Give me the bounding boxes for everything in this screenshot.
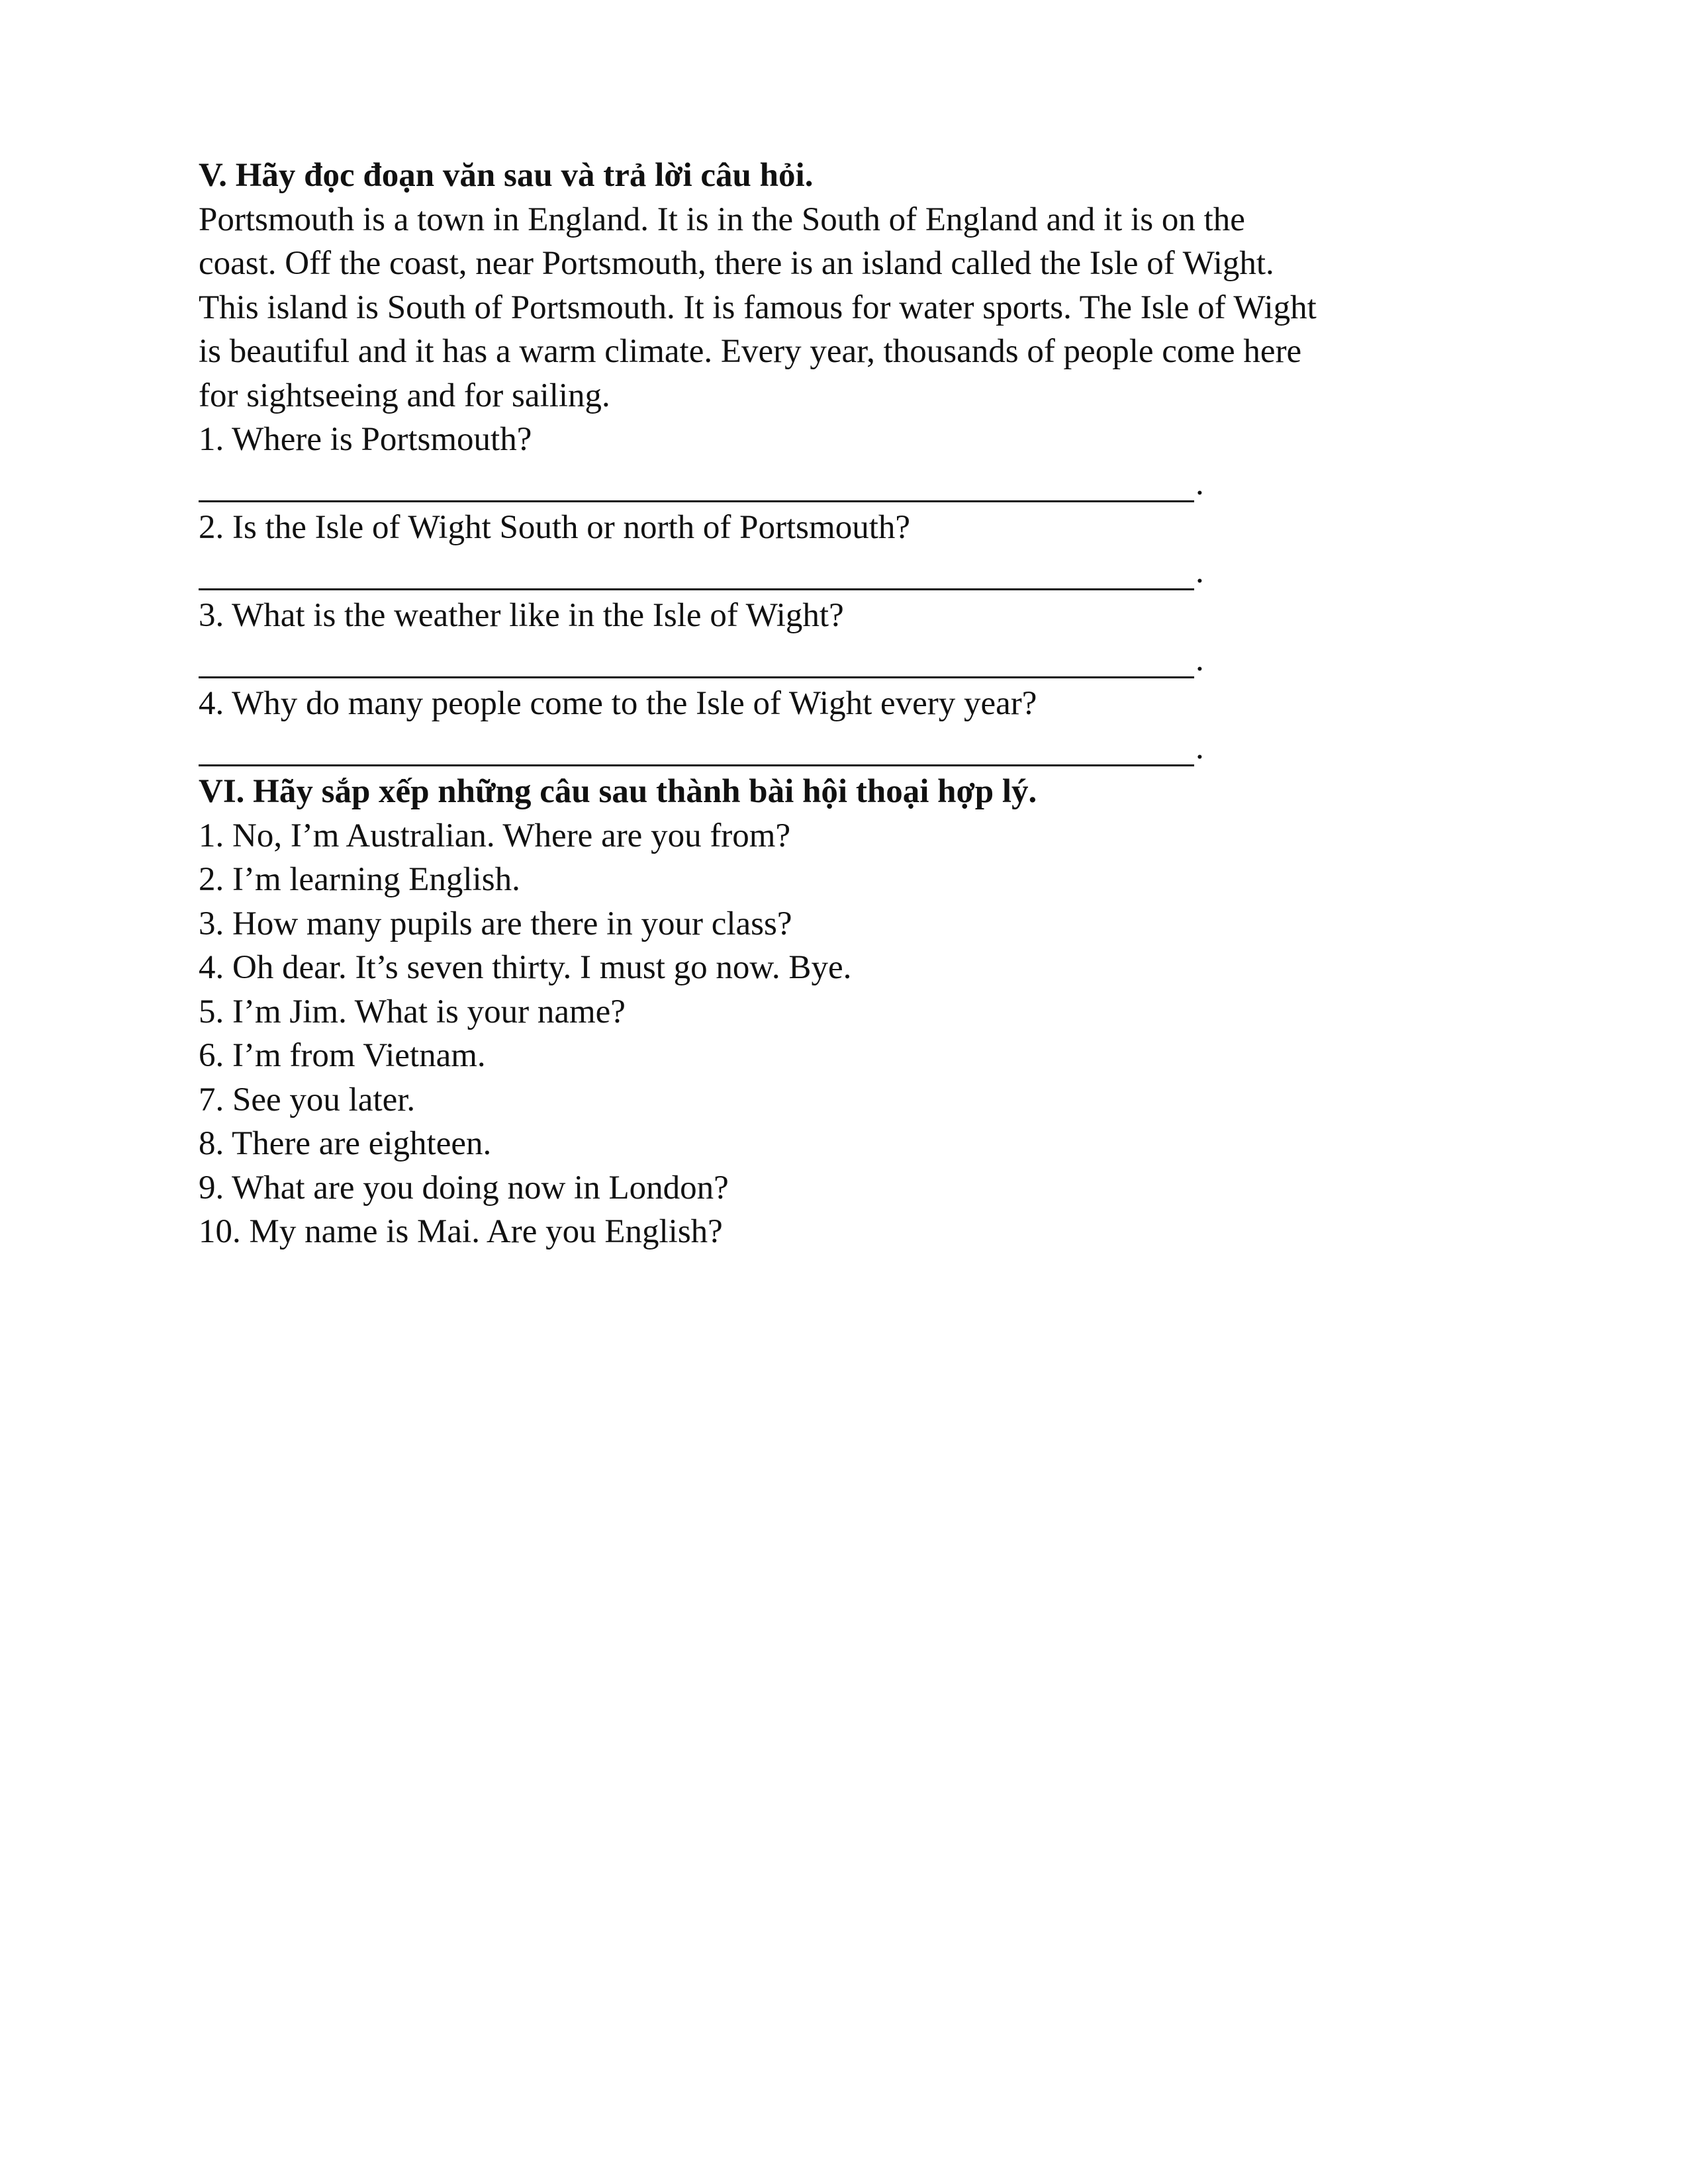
reading-passage [199,198,1523,418]
question-2: 2. Is the Isle of Wight South or north of Portsmouth? [199,509,911,546]
question-list [199,418,1523,770]
question-4: 4. Why do many people come to the Isle of Wight every year? [199,685,1037,722]
answer-underline [199,500,1194,502]
dialogue-sentence: 6. I’m from Vietnam. [199,1037,486,1074]
passage-line: Portsmouth is a town in England. It is in the South of England and it is on the [199,201,1245,238]
dialogue-sentence: 5. I’m Jim. What is your name? [199,993,626,1030]
answer-underline [199,676,1194,678]
passage-line: This island is South of Portsmouth. It is famous for water sports. The Isle of Wight [199,289,1317,326]
passage-line: is beautiful and it has a warm climate. Every year, thousands of people come here [199,333,1302,370]
question-3: 3. What is the weather like in the Isle of Wight? [199,597,844,634]
dialogue-sentence: 8. There are eighteen. [199,1125,492,1162]
passage-line: coast. Off the coast, near Portsmouth, there is an island called the Isle of Wight. [199,245,1274,282]
dialogue-sentence: 9. What are you doing now in London? [199,1169,729,1206]
answer-terminator: . [1196,465,1204,502]
dialogue-sentence: 3. How many pupils are there in your class? [199,905,792,942]
answer-terminator: . [1196,641,1204,678]
answer-underline [199,764,1194,766]
dialogue-sentence-list [199,814,1523,1254]
answer-line-2[interactable] [199,550,1523,594]
dialogue-sentence: 2. I’m learning English. [199,861,520,898]
question-1: 1. Where is Portsmouth? [199,421,532,458]
answer-underline [199,588,1194,590]
answer-line-3[interactable] [199,638,1523,682]
dialogue-sentence: 1. No, I’m Australian. Where are you from? [199,817,791,854]
dialogue-sentence: 10. My name is Mai. Are you English? [199,1213,723,1250]
section-vi-heading: VI. Hãy sắp xếp những câu sau thành bài hội thoại hợp lý. [199,773,1037,810]
dialogue-sentence: 4. Oh dear. It’s seven thirty. I must go now. Bye. [199,949,852,986]
dialogue-sentence: 7. See you later. [199,1081,416,1118]
section-v-heading: V. Hãy đọc đoạn văn sau và trả lời câu hỏi. [199,157,814,194]
answer-line-1[interactable] [199,462,1523,506]
answer-terminator: . [1196,729,1204,766]
answer-line-4[interactable] [199,726,1523,770]
answer-terminator: . [1196,553,1204,590]
passage-line: for sightseeing and for sailing. [199,377,610,414]
worksheet-page [199,154,1523,1254]
